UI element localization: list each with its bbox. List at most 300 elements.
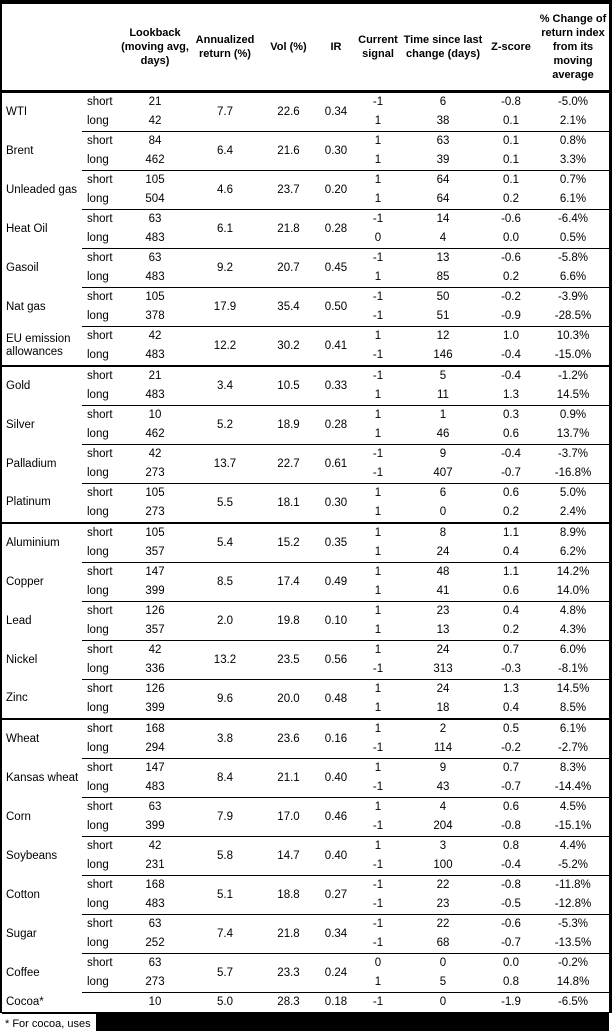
cell-vol: 23.6 <box>260 719 317 759</box>
cell-current-signal: -1 <box>372 349 384 361</box>
cell-time-since-change: 68 <box>436 937 450 949</box>
cell-time-since-change: 22 <box>401 915 485 935</box>
cell-annualized-return: 5.1 <box>190 876 260 915</box>
cell-current-signal: -1 <box>355 210 401 230</box>
period-label: long <box>87 193 109 205</box>
commodity-name: Wheat <box>2 719 82 759</box>
period-label: long <box>87 349 109 361</box>
table-row <box>2 641 609 661</box>
cell-zscore: -0.2 <box>485 288 537 308</box>
cell-zscore: -0.6 <box>485 915 537 935</box>
commodity-name: Cocoa* <box>2 993 82 1014</box>
cell-zscore: -0.4 <box>501 859 521 871</box>
table-row <box>2 210 609 230</box>
period-label: short <box>82 523 120 543</box>
cell-current-signal: -1 <box>355 249 401 269</box>
period-label: short <box>82 915 120 935</box>
period-label: long <box>87 702 109 714</box>
cell-zscore: 0.1 <box>503 115 519 127</box>
cell-ir: 0.28 <box>317 210 355 249</box>
cell-zscore: 0.5 <box>485 719 537 739</box>
cell-time-since-change: 204 <box>433 820 453 832</box>
cell-time-since-change: 0 <box>401 954 485 974</box>
cell-annualized-return: 5.2 <box>190 406 260 445</box>
cell-current-signal: 1 <box>374 193 382 205</box>
cell-current-signal: 1 <box>355 837 401 857</box>
cell-vol: 22.7 <box>260 445 317 484</box>
cell-pct-change: 0.5% <box>559 232 587 244</box>
commodity-name: WTI <box>6 105 28 118</box>
cell-lookback: 63 <box>120 954 190 974</box>
cell-current-signal: 1 <box>374 624 382 636</box>
period-label <box>82 993 120 1014</box>
commodity-name: Coffee <box>6 966 40 979</box>
cell-time-since-change: 6 <box>401 92 485 113</box>
cell-ir: 0.45 <box>317 249 355 288</box>
column-header-annret: Annualized return (%) <box>190 4 260 92</box>
cell-pct-change: 4.3% <box>559 624 587 636</box>
cell-annualized-return: 12.2 <box>190 327 260 367</box>
cell-lookback: 126 <box>120 680 190 700</box>
cell-annualized-return: 13.2 <box>190 641 260 680</box>
cell-vol: 23.7 <box>260 171 317 210</box>
cell-time-since-change: 24 <box>436 546 450 558</box>
commodity-name: Nickel <box>6 653 38 666</box>
cell-time-since-change: 41 <box>436 585 450 597</box>
period-label: long <box>87 624 109 636</box>
cell-pct-change: -0.2% <box>537 954 609 974</box>
cell-vol: 14.7 <box>260 837 317 876</box>
period-label: short <box>82 249 120 269</box>
table-row <box>2 132 609 152</box>
cell-current-signal: 1 <box>355 406 401 426</box>
cell-annualized-return: 5.7 <box>190 954 260 993</box>
period-label: long <box>87 232 109 244</box>
cell-current-signal: 1 <box>355 680 401 700</box>
cell-time-since-change: 24 <box>401 680 485 700</box>
cell-current-signal: -1 <box>372 663 384 675</box>
cell-time-since-change: 51 <box>436 310 450 322</box>
cell-pct-change: 8.3% <box>537 759 609 779</box>
cell-pct-change: 14.5% <box>537 680 609 700</box>
cell-current-signal: -1 <box>372 898 384 910</box>
cell-ir: 0.50 <box>317 288 355 327</box>
cell-lookback: 126 <box>120 602 190 622</box>
cell-current-signal: -1 <box>372 310 384 322</box>
cell-zscore: 1.3 <box>503 389 519 401</box>
cell-time-since-change: 63 <box>401 132 485 152</box>
cell-time-since-change: 146 <box>433 349 453 361</box>
cell-time-since-change: 114 <box>433 742 453 754</box>
period-label: short <box>82 406 120 426</box>
cell-current-signal: 1 <box>374 428 382 440</box>
cell-zscore: 1.1 <box>485 523 537 543</box>
commodity-name: Aluminium <box>2 523 82 563</box>
commodity-name: Corn <box>6 810 31 823</box>
commodity-name: Gasoil <box>6 261 39 274</box>
cell-current-signal: -1 <box>355 445 401 465</box>
cell-vol: 18.8 <box>260 876 317 915</box>
cell-pct-change: 3.3% <box>559 154 587 166</box>
cell-current-signal: 1 <box>355 641 401 661</box>
period-label: short <box>82 680 120 700</box>
cell-annualized-return: 9.6 <box>190 680 260 720</box>
cell-current-signal: 1 <box>355 759 401 779</box>
cell-time-since-change: 85 <box>436 271 450 283</box>
cell-zscore: 0.1 <box>485 132 537 152</box>
period-label: long <box>87 271 109 283</box>
commodity-signals-table <box>2 4 609 1014</box>
cell-zscore: 0.3 <box>485 406 537 426</box>
cell-vol: 17.0 <box>260 798 317 837</box>
column-header-period <box>82 4 120 92</box>
cell-current-signal: -1 <box>372 742 384 754</box>
cell-zscore: 0.6 <box>503 585 519 597</box>
cell-lookback: 462 <box>145 428 165 440</box>
cell-zscore: 0.0 <box>503 232 519 244</box>
cell-pct-change: 4.8% <box>537 602 609 622</box>
cell-vol: 28.3 <box>260 993 317 1014</box>
period-label: long <box>87 585 109 597</box>
cell-pct-change: 10.3% <box>537 327 609 347</box>
cell-lookback: 294 <box>145 742 165 754</box>
table-row <box>2 445 609 465</box>
period-label: short <box>82 954 120 974</box>
cell-lookback: 84 <box>120 132 190 152</box>
footnote: * For cocoa, uses <box>2 1014 96 1031</box>
period-label: long <box>87 546 109 558</box>
cell-ir: 0.49 <box>317 563 355 602</box>
period-label: short <box>82 837 120 857</box>
cell-zscore: 0.1 <box>485 171 537 191</box>
period-label: short <box>82 92 120 113</box>
cell-current-signal: -1 <box>372 937 384 949</box>
cell-lookback: 105 <box>120 484 190 504</box>
cell-lookback: 483 <box>145 271 165 283</box>
cell-annualized-return: 8.4 <box>190 759 260 798</box>
cell-lookback: 273 <box>145 467 165 479</box>
table-row <box>2 680 609 700</box>
cell-pct-change: 6.1% <box>559 193 587 205</box>
cell-lookback: 357 <box>145 624 165 636</box>
column-header-zscore: Z-score <box>485 4 537 92</box>
cell-zscore: 0.0 <box>485 954 537 974</box>
cell-pct-change: -5.2% <box>557 859 589 871</box>
cell-time-since-change: 407 <box>433 467 453 479</box>
period-label: long <box>87 154 109 166</box>
cell-lookback: 273 <box>145 506 165 518</box>
period-label: short <box>82 327 120 347</box>
cell-time-since-change: 9 <box>401 445 485 465</box>
cell-current-signal: 1 <box>374 976 382 988</box>
period-label: short <box>82 288 120 308</box>
cell-zscore: 0.6 <box>485 484 537 504</box>
period-label: long <box>87 781 109 793</box>
cell-lookback: 483 <box>145 898 165 910</box>
cell-vol: 23.5 <box>260 641 317 680</box>
cell-lookback: 21 <box>120 366 190 386</box>
period-label: long <box>87 389 109 401</box>
cell-zscore: -0.5 <box>501 898 521 910</box>
cell-zscore: -0.6 <box>485 249 537 269</box>
cell-pct-change: -2.7% <box>557 742 589 754</box>
cell-time-since-change: 9 <box>401 759 485 779</box>
column-header-signal: Current signal <box>355 4 401 92</box>
cell-lookback: 336 <box>145 663 165 675</box>
cell-ir: 0.40 <box>317 759 355 798</box>
cell-vol: 35.4 <box>260 288 317 327</box>
cell-current-signal: -1 <box>372 820 384 832</box>
header-row <box>2 4 609 92</box>
cell-time-since-change: 1 <box>401 406 485 426</box>
cell-current-signal: 1 <box>355 719 401 739</box>
table-body <box>2 92 609 1014</box>
commodity-name: Copper <box>6 575 44 588</box>
cell-time-since-change: 23 <box>436 898 450 910</box>
cell-pct-change: -15.0% <box>554 349 592 361</box>
cell-lookback: 105 <box>120 523 190 543</box>
cell-zscore: -0.4 <box>501 349 521 361</box>
cell-zscore: 0.6 <box>485 798 537 818</box>
table-header <box>2 4 609 92</box>
cell-pct-change: 6.6% <box>559 271 587 283</box>
cell-lookback: 42 <box>148 115 162 127</box>
cell-lookback: 231 <box>145 859 165 871</box>
cell-lookback: 63 <box>120 915 190 935</box>
cell-current-signal: 1 <box>374 585 382 597</box>
cell-time-since-change: 38 <box>436 115 450 127</box>
cell-lookback: 357 <box>145 546 165 558</box>
cell-annualized-return: 13.7 <box>190 445 260 484</box>
cell-zscore: 0.7 <box>485 759 537 779</box>
table-row <box>2 954 609 974</box>
cell-ir: 0.61 <box>317 445 355 484</box>
cell-pct-change: 4.5% <box>537 798 609 818</box>
commodity-name: Heat Oil <box>6 222 48 235</box>
cell-lookback: 483 <box>145 389 165 401</box>
cell-pct-change: 14.0% <box>556 585 590 597</box>
cell-time-since-change: 64 <box>401 171 485 191</box>
table-row <box>2 523 609 543</box>
period-label: short <box>82 563 120 583</box>
cell-pct-change: -28.5% <box>554 310 592 322</box>
cell-lookback: 63 <box>120 210 190 230</box>
cell-current-signal: -1 <box>355 876 401 896</box>
cell-lookback: 252 <box>145 937 165 949</box>
period-label: short <box>82 366 120 386</box>
cell-current-signal: -1 <box>372 467 384 479</box>
commodity-name: Zinc <box>6 692 28 705</box>
cell-time-since-change: 5 <box>439 976 447 988</box>
commodity-name: Cotton <box>6 888 40 901</box>
cell-zscore: 0.7 <box>485 641 537 661</box>
period-label: short <box>82 445 120 465</box>
cell-lookback: 378 <box>145 310 165 322</box>
cell-time-since-change: 2 <box>401 719 485 739</box>
cell-annualized-return: 4.6 <box>190 171 260 210</box>
cell-ir: 0.10 <box>317 602 355 641</box>
cell-pct-change: -5.0% <box>537 92 609 113</box>
cell-pct-change: 6.1% <box>537 719 609 739</box>
table-row <box>2 798 609 818</box>
table-row <box>2 366 609 386</box>
commodity-name: Palladium <box>6 457 57 470</box>
period-label: short <box>82 132 120 152</box>
cell-ir: 0.41 <box>317 327 355 367</box>
cell-lookback: 42 <box>120 327 190 347</box>
cell-zscore: 0.8 <box>485 837 537 857</box>
cell-time-since-change: 0 <box>401 993 485 1014</box>
cell-time-since-change: 48 <box>401 563 485 583</box>
cell-zscore: 0.2 <box>503 193 519 205</box>
cell-pct-change: -5.8% <box>537 249 609 269</box>
cell-time-since-change: 22 <box>401 876 485 896</box>
period-label: long <box>87 467 109 479</box>
cell-lookback: 462 <box>145 154 165 166</box>
cell-time-since-change: 6 <box>401 484 485 504</box>
cell-lookback: 42 <box>120 837 190 857</box>
cell-zscore: -0.4 <box>485 366 537 386</box>
cell-ir: 0.18 <box>317 993 355 1014</box>
cell-vol: 19.8 <box>260 602 317 641</box>
cell-zscore: 1.1 <box>485 563 537 583</box>
cell-zscore: 0.4 <box>503 546 519 558</box>
cell-pct-change: 8.9% <box>537 523 609 543</box>
cell-current-signal: -1 <box>355 92 401 113</box>
cell-zscore: -0.9 <box>501 310 521 322</box>
cell-vol: 21.6 <box>260 132 317 171</box>
cell-zscore: 0.2 <box>503 506 519 518</box>
cell-time-since-change: 64 <box>436 193 450 205</box>
column-header-ir: IR <box>317 4 355 92</box>
table-row <box>2 92 609 113</box>
cell-pct-change: 0.7% <box>537 171 609 191</box>
period-label: long <box>87 742 109 754</box>
cell-current-signal: 1 <box>374 702 382 714</box>
table-row <box>2 327 609 347</box>
cell-zscore: -0.8 <box>485 92 537 113</box>
table-row <box>2 993 609 1014</box>
cell-current-signal: -1 <box>372 859 384 871</box>
cell-time-since-change: 24 <box>401 641 485 661</box>
cell-current-signal: 1 <box>355 523 401 543</box>
cell-zscore: -0.2 <box>501 742 521 754</box>
commodity-name: Sugar <box>6 927 37 940</box>
cell-current-signal: 1 <box>355 132 401 152</box>
cell-pct-change: 8.5% <box>559 702 587 714</box>
cell-zscore: -0.3 <box>501 663 521 675</box>
cell-current-signal: 0 <box>374 232 382 244</box>
cell-annualized-return: 7.4 <box>190 915 260 954</box>
cell-ir: 0.34 <box>317 92 355 132</box>
cell-ir: 0.33 <box>317 366 355 406</box>
table-row <box>2 406 609 426</box>
commodity-name: Kansas wheat <box>6 771 79 784</box>
cell-zscore: -0.7 <box>501 937 521 949</box>
cell-lookback: 63 <box>120 798 190 818</box>
period-label: short <box>82 641 120 661</box>
cell-current-signal: 0 <box>355 954 401 974</box>
cell-lookback: 42 <box>120 641 190 661</box>
period-label: long <box>87 976 109 988</box>
commodity-name: Lead <box>6 614 32 627</box>
cell-zscore: -0.6 <box>485 210 537 230</box>
cell-vol: 22.6 <box>260 92 317 132</box>
period-label: short <box>82 798 120 818</box>
cell-pct-change: 2.1% <box>559 115 587 127</box>
cell-time-since-change: 43 <box>436 781 450 793</box>
cell-current-signal: 1 <box>355 327 401 347</box>
cell-current-signal: -1 <box>372 781 384 793</box>
cell-time-since-change: 4 <box>439 232 447 244</box>
cell-current-signal: -1 <box>355 366 401 386</box>
table-row <box>2 171 609 191</box>
cell-time-since-change: 100 <box>433 859 453 871</box>
cell-pct-change: 0.8% <box>537 132 609 152</box>
cell-pct-change: 6.2% <box>559 546 587 558</box>
cell-annualized-return: 9.2 <box>190 249 260 288</box>
cell-pct-change: -14.4% <box>554 781 592 793</box>
cell-annualized-return: 17.9 <box>190 288 260 327</box>
cell-zscore: 0.6 <box>503 428 519 440</box>
cell-lookback: 483 <box>145 781 165 793</box>
cell-ir: 0.24 <box>317 954 355 993</box>
period-label: long <box>87 937 109 949</box>
period-label: short <box>82 759 120 779</box>
cell-ir: 0.34 <box>317 915 355 954</box>
column-header-vol: Vol (%) <box>260 4 317 92</box>
cell-lookback: 10 <box>120 406 190 426</box>
cell-vol: 21.1 <box>260 759 317 798</box>
period-label: short <box>82 602 120 622</box>
cell-annualized-return: 7.7 <box>190 92 260 132</box>
cell-current-signal: 1 <box>374 154 382 166</box>
cell-ir: 0.27 <box>317 876 355 915</box>
cell-zscore: 0.2 <box>503 271 519 283</box>
cell-annualized-return: 5.0 <box>190 993 260 1014</box>
table-row <box>2 837 609 857</box>
cell-pct-change: -3.9% <box>537 288 609 308</box>
cell-lookback: 147 <box>120 563 190 583</box>
cell-annualized-return: 7.9 <box>190 798 260 837</box>
cell-zscore: -0.4 <box>485 445 537 465</box>
cell-time-since-change: 313 <box>433 663 453 675</box>
cell-vol: 17.4 <box>260 563 317 602</box>
cell-annualized-return: 3.8 <box>190 719 260 759</box>
cell-ir: 0.30 <box>317 484 355 524</box>
cell-zscore: 0.4 <box>503 702 519 714</box>
cell-ir: 0.40 <box>317 837 355 876</box>
redacted-area <box>96 1014 609 1031</box>
cell-vol: 18.9 <box>260 406 317 445</box>
cell-current-signal: 1 <box>355 602 401 622</box>
cell-zscore: -0.7 <box>501 467 521 479</box>
cell-zscore: -0.8 <box>485 876 537 896</box>
cell-pct-change: 4.4% <box>537 837 609 857</box>
period-label: short <box>82 484 120 504</box>
cell-vol: 21.8 <box>260 915 317 954</box>
cell-zscore: 1.3 <box>485 680 537 700</box>
cell-pct-change: -13.5% <box>554 937 592 949</box>
cell-lookback: 10 <box>120 993 190 1014</box>
cell-ir: 0.28 <box>317 406 355 445</box>
period-label: long <box>87 663 109 675</box>
cell-pct-change: -5.3% <box>537 915 609 935</box>
cell-pct-change: -15.1% <box>554 820 592 832</box>
period-label: short <box>82 210 120 230</box>
cell-zscore: 0.1 <box>503 154 519 166</box>
period-label: long <box>87 310 109 322</box>
